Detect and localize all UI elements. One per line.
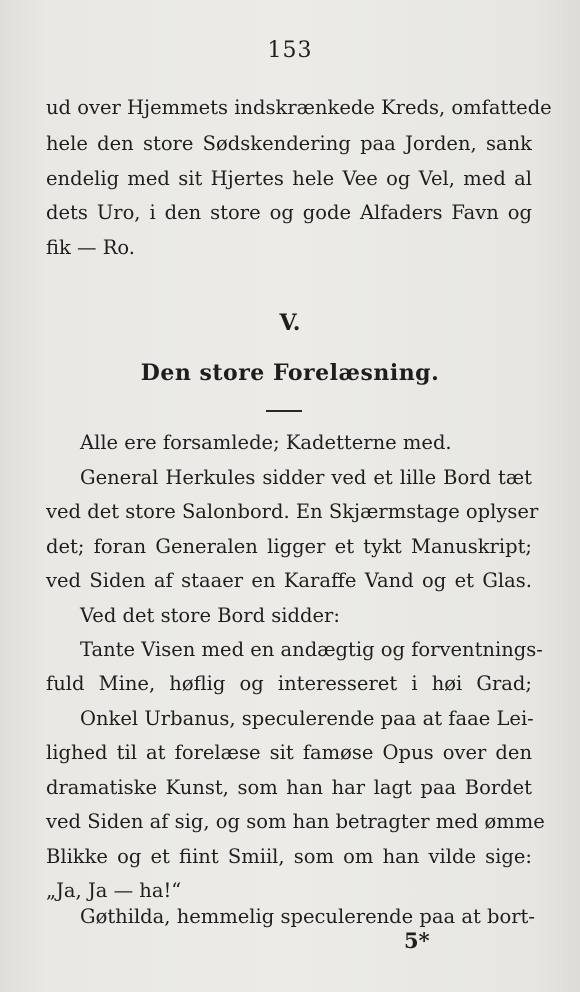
- section-rule: [266, 410, 302, 412]
- text-line: ud over Hjemmets indskrænkede Kreds, omfattede: [46, 96, 552, 119]
- text-line: Ved det store Bord sidder:: [80, 604, 340, 627]
- section-title: Den store Forelæsning.: [140, 360, 440, 386]
- text-line: lighed til at forelæse sit famøse Opus over den: [46, 741, 532, 764]
- text-line: ved Siden af staaer en Karaffe Vand og et Glas.: [46, 569, 532, 592]
- text-line: Onkel Urbanus, speculerende paa at faae Lei-: [80, 707, 534, 730]
- page-number: 153: [267, 38, 313, 63]
- section-numeral: V.: [279, 310, 301, 336]
- text-line: Tante Visen med en andægtig og forventnings-: [80, 638, 543, 661]
- text-line: General Herkules sidder ved et lille Bord tæt: [80, 466, 532, 489]
- text-line: det; foran Generalen ligger et tykt Manuskript;: [46, 535, 532, 558]
- text-line: ved Siden af sig, og som han betragter med ømme: [46, 810, 545, 833]
- text-line: „Ja, Ja — ha!“: [46, 879, 182, 902]
- signature-mark: 5*: [404, 928, 430, 953]
- text-line: Blikke og et fiint Smiil, som om han vilde sige:: [46, 845, 532, 868]
- text-line: dramatiske Kunst, som han har lagt paa Bordet: [46, 776, 532, 799]
- text-line: dets Uro, i den store og gode Alfaders Favn og: [46, 201, 532, 224]
- text-line: ved det store Salonbord. En Skjærmstage oplyser: [46, 500, 539, 523]
- text-line: Gøthilda, hemmelig speculerende paa at bort-: [80, 905, 535, 928]
- text-line: Alle ere forsamlede; Kadetterne med.: [80, 431, 452, 454]
- text-line: fik — Ro.: [46, 236, 135, 259]
- text-line: endelig med sit Hjertes hele Vee og Vel, med al: [46, 167, 532, 190]
- text-line: hele den store Sødskendering paa Jorden, sank: [46, 132, 532, 155]
- text-line: fuld Mine, høflig og interesseret i høi Grad;: [46, 672, 532, 695]
